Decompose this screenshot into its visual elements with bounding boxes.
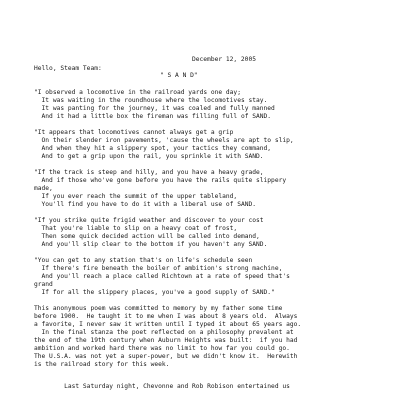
poem-line: "You can get to any station that's on life's schedule seen (34, 257, 253, 264)
paragraph-line: ambition and worked hard there was no limit to how far you could go. (34, 345, 290, 352)
poem-line: "If you strike quite frigid weather and discover to your cost (34, 217, 264, 224)
poem-line: You'll find you have to do it with a liberal use of SAND. (34, 201, 257, 208)
letter-greeting: Hello, Steam Team: (34, 65, 102, 72)
poem-line: grand (34, 281, 53, 288)
poem-line: made, (34, 185, 53, 192)
poem-line: And it had a little box the fireman was filling full of SAND. (34, 113, 272, 120)
paragraph-line: This anonymous poem was committed to memory by my father some time (34, 305, 283, 312)
paragraph-line: a favorite, I never saw it written until I typed it about 65 years ago. (34, 321, 302, 328)
poem-line: It was waiting in the roundhouse where the locomotives stay. (34, 97, 268, 104)
letter-date: December 12, 2005 (192, 56, 256, 63)
poem-title: " S A N D" (160, 72, 198, 79)
paragraph-line: the end of the 19th century when Auburn Heights was built: if you had (34, 337, 298, 344)
poem-line: If there's fire beneath the boiler of ambition's strong machine, (34, 265, 283, 272)
poem-line: And when they hit a slippery spot, your tactics they command, (34, 145, 272, 152)
poem-line: "If the track is steep and hilly, and you have a heavy grade, (34, 169, 264, 176)
poem-line: And you'll reach a place called Richtown at a rate of speed that's (34, 273, 290, 280)
poem-line: And to get a grip upon the rail, you sprinkle it with SAND. (34, 153, 264, 160)
poem-line: If for all the slippery places, you've a good supply of SAND." (34, 289, 275, 296)
poem-line: It was panting for the journey, it was coaled and fully manned (34, 105, 275, 112)
poem-line: "It appears that locomotives cannot always get a grip (34, 129, 234, 136)
closing-line: Last Saturday night, Chevonne and Rob Robison entertained us (34, 383, 290, 390)
paragraph-line: is the railroad story for this week. (34, 361, 170, 368)
poem-line: Then some quick decided action will be called into demand, (34, 233, 260, 240)
poem-line: "I observed a locomotive in the railroad yards one day; (34, 89, 241, 96)
poem-line: That you're liable to slip on a heavy coat of frost, (34, 225, 238, 232)
paragraph-line: In the final stanza the poet reflected on a philosophy prevalent at (34, 329, 294, 336)
paragraph-line: The U.S.A. was not yet a super-power, but we didn't know it. Herewith (34, 353, 298, 360)
poem-line: And you'll slip clear to the bottom if you haven't any SAND. (34, 241, 268, 248)
paragraph-line: before 1900. He taught it to me when I was about 8 years old. Always (34, 313, 298, 320)
poem-line: And if those who've gone before you have the rails quite slippery (34, 177, 287, 184)
poem-line: If you ever reach the summit of the upper tableland, (34, 193, 238, 200)
poem-line: On their slender iron pavements, 'cause the wheels are apt to slip, (34, 137, 294, 144)
